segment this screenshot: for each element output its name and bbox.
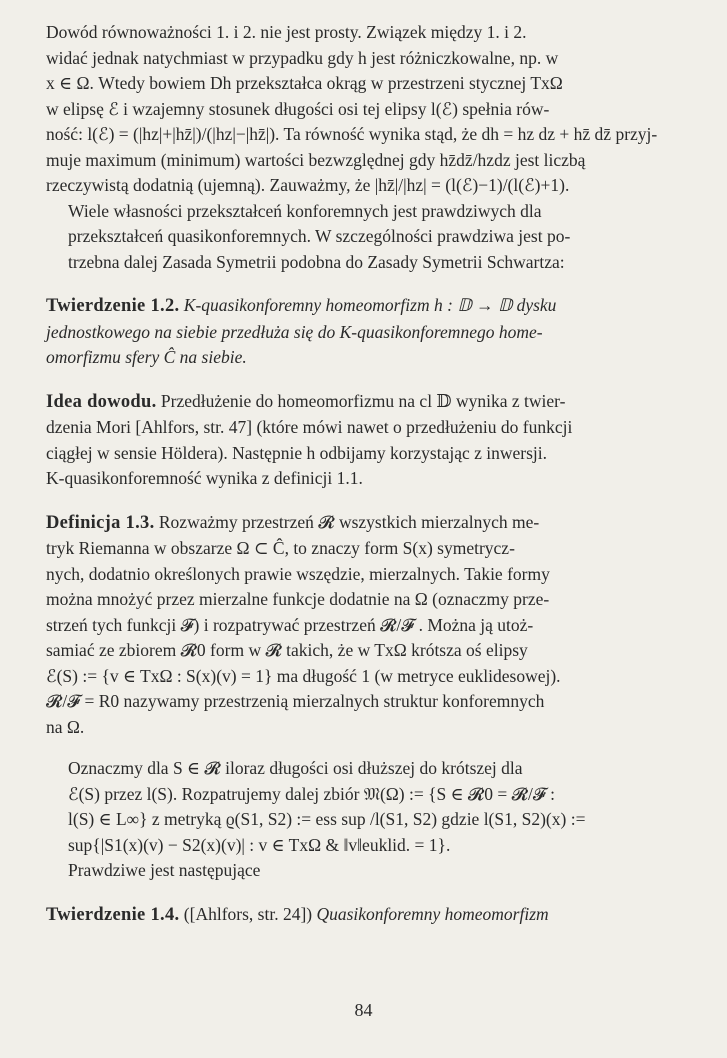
theorem-text: jednostkowego na siebie przedłuża się do K-quasikonforemnego home- [46, 321, 543, 342]
theorem-label: Twierdzenie 1.2. [46, 296, 180, 316]
proof-label: Idea dowodu. [46, 391, 157, 412]
definition-text: strzeń tych funkcji 𝓕) i rozpatrywać przestrzeń 𝓡/𝓕 . Można ją utoż- [46, 614, 534, 635]
definition-text: nych, dodatnio określonych prawie wszędzie, mierzalnych. Takie formy [46, 563, 550, 584]
definition-text: tryk Riemanna w obszarze Ω ⊂ Ĉ, to znaczy form S(x) symetrycz- [46, 538, 515, 558]
proof-text: ciągłej w sensie Höldera). Następnie h odbijamy korzystając z inwersji. [46, 442, 548, 463]
definition-text: można mnożyć przez mierzalne funkcje dodatnie na Ω (oznaczmy prze- [46, 589, 550, 609]
theorem-label: Twierdzenie 1.4. [46, 904, 180, 925]
theorem-1-4 [46, 902, 689, 929]
theorem-text: Quasikonforemny homeomorfizm [316, 903, 549, 924]
definition-label: Definicja 1.3. [46, 512, 155, 533]
text-line: w elipsę ℰ i wzajemny stosunek długości osi tej elipsy l(ℰ) spełnia rów- [46, 98, 550, 119]
text-line: sup{|S1(x)(v) − S2(x)(v)| : v ∈ TxΩ & ‖v‖euklid. = 1}. [68, 834, 451, 855]
paragraph-1 [46, 20, 689, 199]
text-line: widać jednak natychmiast w przypadku gdy h jest różniczkowalne, np. w [46, 47, 559, 68]
definition-text: samiać ze zbiorem 𝓡0 form w 𝓡 takich, że w TxΩ krótsza oś elipsy [46, 640, 528, 660]
text-line: Oznaczmy dla S ∈ 𝓡 iloraz długości osi dłuższej do krótszej dla [68, 758, 523, 778]
paragraph-3 [46, 756, 689, 858]
proof-text: K-quasikonforemność wynika z definicji 1.1. [46, 468, 363, 488]
text-line: trzebna dalej Zasada Symetrii podobna do Zasady Symetrii Schwartza: [68, 251, 565, 272]
proof-text: dzenia Mori [Ahlfors, str. 47] (które mówi nawet o przedłużeniu do funkcji [46, 417, 573, 437]
page-number: 84 [354, 1000, 373, 1020]
text-line: muje maximum (minimum) wartości bezwzględnej gdy hz̄dz̄/hzdz jest liczbą [46, 149, 586, 170]
theorem-citation: ([Ahlfors, str. 24]) [183, 903, 313, 924]
proof-text: Przedłużenie do homeomorfizmu na cl 𝔻 wynika z twier- [160, 390, 566, 411]
text-line: Wiele własności przekształceń konforemnych jest prawdziwych dla [68, 200, 542, 221]
definition-text: Rozważmy przestrzeń 𝓡 wszystkich mierzalnych me- [158, 511, 540, 532]
text-line: przekształceń quasikonforemnych. W szczególności prawdziwa jest po- [68, 226, 571, 246]
text-line: ność: l(ℰ) = (|hz|+|hz̄|)/(|hz|−|hz̄|). Ta równość wynika stąd, że dh = hz dz + hz̄ dz̄ przyj- [46, 124, 658, 144]
definition-text: 𝓡/𝓕 = R0 nazywamy przestrzenią mierzalnych struktur konforemnych [46, 691, 545, 711]
text-line: Dowód równoważności 1. i 2. nie jest prosty. Związek między 1. i 2. [46, 22, 527, 42]
proof-idea [46, 389, 689, 492]
paragraph-2 [46, 199, 689, 276]
text-line: Prawdziwe jest następujące [68, 860, 261, 880]
text-line: rzeczywistą dodatnią (ujemną). Zauważmy, że |hz̄|/|hz| = (l(ℰ)−1)/(l(ℰ)+1). [46, 175, 570, 195]
text-line: l(S) ∈ L∞} z metryką ϱ(S1, S2) := ess sup /l(S1, S2) gdzie l(S1, S2)(x) := [68, 809, 586, 829]
theorem-text: omorfizmu sfery Ĉ na siebie. [46, 347, 247, 367]
definition-1-3 [46, 510, 689, 741]
definition-text: na Ω. [46, 716, 85, 737]
definition-text: ℰ(S) := {v ∈ TxΩ : S(x)(v) = 1} ma długość 1 (w metryce euklidesowej). [46, 665, 561, 686]
text-line: ℰ(S) przez l(S). Rozpatrujemy dalej zbiór 𝔐(Ω) := {S ∈ 𝓡0 = 𝓡/𝓕 : [68, 783, 555, 804]
paragraph-4 [46, 858, 689, 884]
text-line: x ∈ Ω. Wtedy bowiem Dh przekształca okrąg w przestrzeni stycznej TxΩ [46, 73, 563, 93]
theorem-text: K-quasikonforemny homeomorfizm h : 𝔻 → 𝔻 dysku [183, 295, 557, 315]
theorem-1-2 [46, 293, 689, 371]
